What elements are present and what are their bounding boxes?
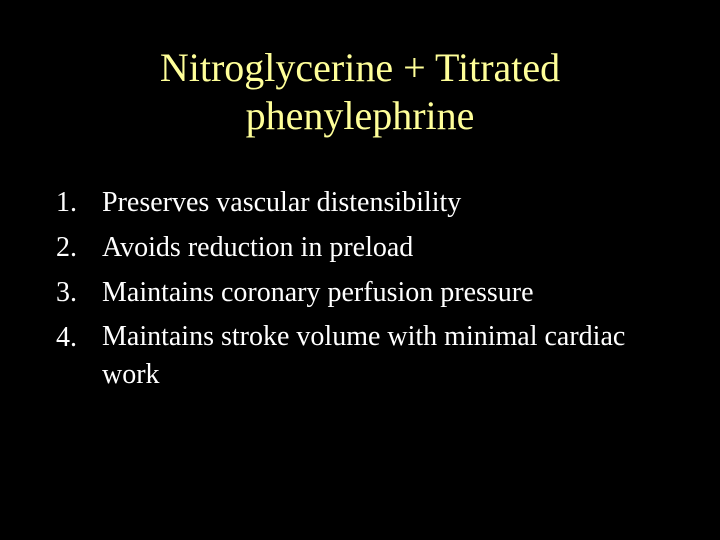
slide-title <box>60 44 660 140</box>
list-item-number: 4. <box>56 322 77 353</box>
list-item-number: 1. <box>56 187 77 218</box>
list-item-text: Maintains coronary perfusion pressure <box>102 277 534 308</box>
list-item-text: Avoids reduction in preload <box>102 232 414 263</box>
list-item <box>56 270 676 315</box>
list-item <box>56 315 676 394</box>
title-line-2: phenylephrine <box>245 93 475 138</box>
list-item-text: Maintains stroke volume with minimal cardiac work <box>102 321 626 390</box>
list-item <box>56 180 676 225</box>
list-item <box>56 225 676 270</box>
list-item-number: 2. <box>56 232 77 263</box>
title-line-1: Nitroglycerine + Titrated <box>159 45 561 90</box>
list-item-number: 3. <box>56 277 77 308</box>
list-item-text: Preserves vascular distensibility <box>102 187 462 218</box>
numbered-list <box>56 180 676 394</box>
